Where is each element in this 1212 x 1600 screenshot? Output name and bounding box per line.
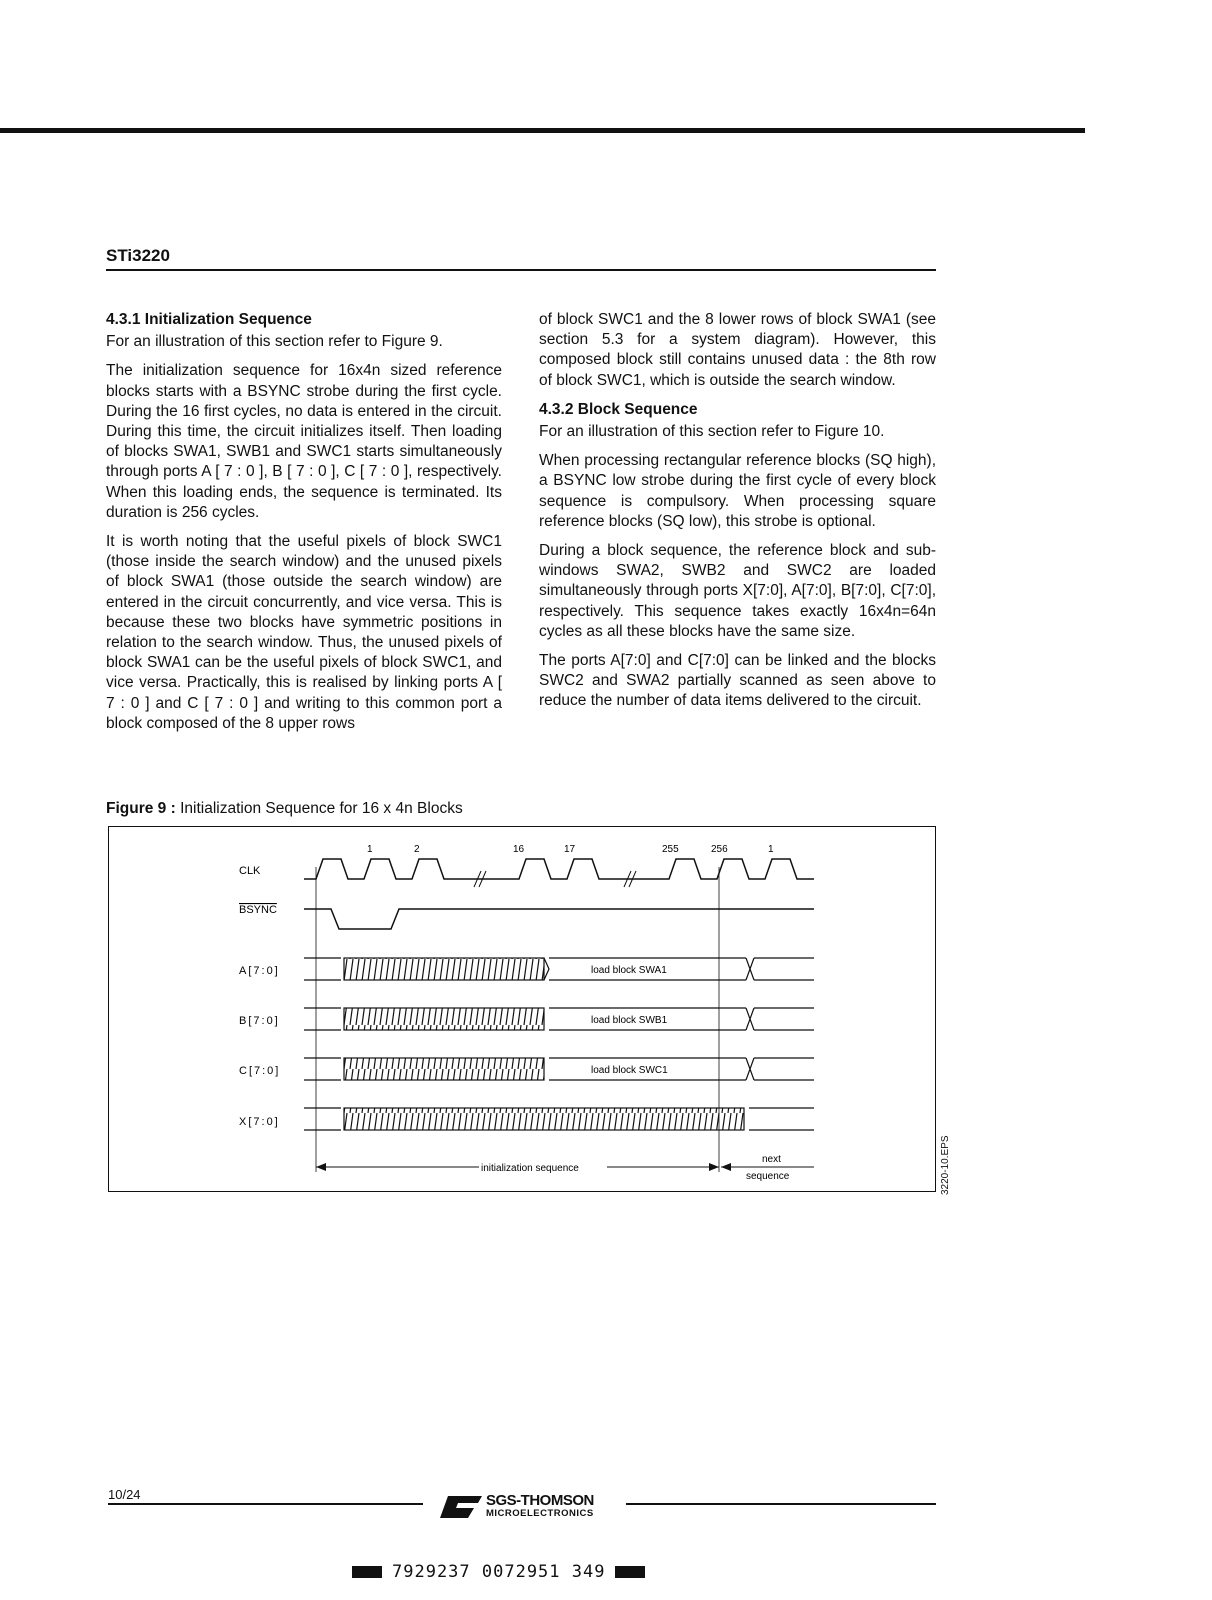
label-c: C[7:0] xyxy=(239,1065,281,1077)
brand-subtitle: MICROELECTRONICS xyxy=(486,1508,594,1519)
figure-label: Figure 9 : xyxy=(106,800,176,817)
section-heading-block: 4.3.2 Block Sequence xyxy=(539,400,698,418)
footer-rule-right xyxy=(626,1503,936,1505)
left-column xyxy=(106,310,502,743)
label-a: A[7:0] xyxy=(239,965,280,977)
c-bus-hatch xyxy=(344,1058,544,1080)
left-paragraph-1: For an illustration of this section refer to Figure 9. xyxy=(106,333,443,351)
barcode-square-right xyxy=(615,1566,645,1578)
label-b: B[7:0] xyxy=(239,1015,280,1027)
b-bus-hatch xyxy=(344,1008,544,1030)
next-label: next xyxy=(762,1154,781,1165)
right-column xyxy=(539,310,936,721)
barcode-text: 7929237 0072951 349 xyxy=(392,1562,606,1582)
top-rule xyxy=(0,128,1085,133)
page-number: 10/24 xyxy=(108,1487,141,1502)
c-load-label: load block SWC1 xyxy=(591,1065,668,1076)
a-bus-hatch xyxy=(344,958,544,980)
bsync-waveform xyxy=(304,909,814,929)
section-heading-init: 4.3.1 Initialization Sequence xyxy=(106,311,312,328)
document-id: STi3220 xyxy=(106,246,170,265)
left-paragraph-3: It is worth noting that the useful pixels of block SWC1 (those inside the search window) and the unused pixels of block SWA1 (those outside the search window) are entered in the circuit concurrently, and vice versa. This is because these two blocks have symmetric positions in relation to the search window. Thus, the unused pixels of block SWA1 can be the useful pixels of block SWC1, and vice versa. Practically, this is realised by linking ports A [ 7 : 0 ] and C [ 7 : 0 ] and writing to this common port a block composed of the 8 upper rows xyxy=(106,533,502,732)
x-bus-hatch xyxy=(344,1108,744,1130)
clk-num-1b: 1 xyxy=(768,844,774,855)
b-bus-transition xyxy=(746,1008,754,1030)
label-x: X[7:0] xyxy=(239,1116,280,1128)
barcode-line xyxy=(342,1562,655,1582)
clk-num-2: 2 xyxy=(414,844,420,855)
init-arrow-head-right xyxy=(709,1163,719,1171)
timing-diagram xyxy=(108,826,936,1192)
figure-title: Initialization Sequence for 16 x 4n Blocks xyxy=(180,800,463,817)
right-paragraph-4: The ports A[7:0] and C[7:0] can be linked and the blocks SWC2 and SWA2 partially scanned as seen above to reduce the number of data items delivered to the circuit. xyxy=(539,652,936,710)
clk-waveform xyxy=(304,859,814,879)
header-rule xyxy=(106,269,936,271)
brand-name: SGS-THOMSON xyxy=(486,1492,594,1509)
label-clk: CLK xyxy=(239,865,261,877)
right-continuation: of block SWC1 and the 8 lower rows of block SWA1 (see section 5.3 for a system diagram). However, this composed block still contains unused data : the 8th row of block SWC1, which is outside the search window. xyxy=(539,311,936,389)
right-paragraph-3: During a block sequence, the reference block and sub-windows SWA2, SWB2 and SWC2 are loaded simultaneously through ports X[7:0], A[7:0], B[7:0], C[7:0], respectively. This sequence takes exactly 16x4n=64n cycles as all these blocks have the same size. xyxy=(539,542,936,640)
a-load-label: load block SWA1 xyxy=(591,965,667,976)
clk-num-1: 1 xyxy=(367,844,373,855)
b-load-label: load block SWB1 xyxy=(591,1015,668,1026)
init-sequence-label: initialization sequence xyxy=(481,1163,579,1174)
clk-num-255: 255 xyxy=(662,844,679,855)
right-paragraph-2: When processing rectangular reference blocks (SQ high), a BSYNC low strobe during the first cycle of every block sequence is compulsory. When processing square reference blocks (SQ low), this strobe is optional. xyxy=(539,452,936,530)
label-bsync: BSYNC xyxy=(239,904,277,916)
figure-caption xyxy=(106,800,463,818)
clk-num-16: 16 xyxy=(513,844,525,855)
figure-side-code: 3220-10.EPS xyxy=(940,1135,951,1195)
left-paragraph-2: The initialization sequence for 16x4n sized reference blocks starts with a BSYNC strobe during the first cycle. During the 16 first cycles, no data is entered in the circuit. During this time, the circuit initializes itself. Then loading of blocks SWA1, SWB1 and SWC1 starts simultaneously through ports A [ 7 : 0 ], B [ 7 : 0 ], C [ 7 : 0 ], respectively. When this loading ends, the sequence is terminated. Its duration is 256 cycles. xyxy=(106,362,502,521)
footer-rule-left xyxy=(108,1503,423,1505)
a-bus-data xyxy=(544,958,549,980)
clk-num-17: 17 xyxy=(564,844,576,855)
barcode-square-left xyxy=(352,1566,382,1578)
a-bus-transition xyxy=(746,958,754,980)
c-bus-transition xyxy=(746,1058,754,1080)
init-arrow-head-left xyxy=(316,1163,326,1171)
clk-num-256: 256 xyxy=(711,844,728,855)
sequence-label: sequence xyxy=(746,1171,790,1182)
right-paragraph-1: For an illustration of this section refer to Figure 10. xyxy=(539,423,885,441)
